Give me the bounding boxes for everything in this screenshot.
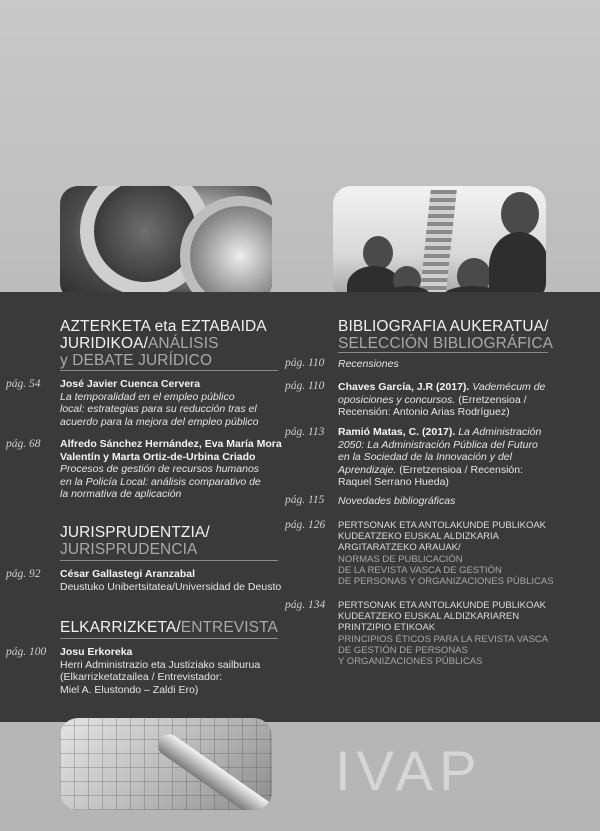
list-item[interactable]: Josu Erkoreka Herri Administrazio eta Justiziako sailburua (Elkarrizketatzailea / Entrevistador: Miel A. Elustondo – Zaldi Ero) (60, 646, 261, 696)
divider (60, 638, 278, 639)
page-number: pág. 126 (285, 519, 326, 531)
list-item[interactable]: Recensiones (338, 358, 399, 370)
page-number: pág. 100 (6, 646, 47, 658)
list-item[interactable]: César Gallastegi Aranzabal Deustuko Unibertsitatea/Universidad de Deusto (60, 568, 282, 593)
list-item[interactable]: José Javier Cuenca Cervera La temporalidad en el empleo público local: estrategias para su reducción tras el acuerdo para la mejora del empleo público (60, 378, 259, 428)
list-item[interactable]: Novedades bibliográficas (338, 495, 456, 507)
divider (60, 370, 278, 371)
divider (60, 560, 278, 561)
page-number: pág. 110 (285, 357, 325, 369)
photo-coins (60, 186, 272, 301)
list-item[interactable]: Ramió Matas, C. (2017). La Administración 2050: La Administración Pública del Futuro en la Sociedad de la Innovación y del Aprendizaje. (Erretzensioa / Recensión: Raquel Serrano Hueda) (338, 426, 542, 488)
page-number: pág. 54 (6, 378, 41, 390)
section-heading-bibliography: BIBLIOGRAFIA AUKERATUA/ SELECCIÓN BIBLIOGRÁFICA (338, 318, 554, 352)
photo-people (333, 186, 546, 301)
section-heading-jurisprudence: JURISPRUDENTZIA/ JURISPRUDENCIA (60, 524, 210, 558)
section-heading-interview: ELKARRIZKETA/ENTREVISTA (60, 619, 278, 636)
divider (338, 352, 548, 353)
page-number: pág. 134 (285, 599, 326, 611)
page-number: pág. 110 (285, 380, 325, 392)
list-item[interactable]: PERTSONAK ETA ANTOLAKUNDE PUBLIKOAK KUDEATZEKO EUSKAL ALDIZKARIAREN PRINTZIPIO ETIKOAK PRINCIPIOS ÉTICOS PARA LA REVISTA VASCA DE GESTIÓN DE PERSONAS Y ORGANIZACIONES PÚBLICAS (338, 600, 549, 668)
list-item[interactable]: Alfredo Sánchez Hernández, Eva María Mora Valentín y Marta Ortiz-de-Urbina Criado Procesos de gestión de recursos humanos en la Policía Local: análisis comparativo de la normativa de aplicación (60, 438, 282, 500)
page-number: pág. 113 (285, 426, 325, 438)
list-item[interactable]: PERTSONAK ETA ANTOLAKUNDE PUBLIKOAK KUDEATZEKO EUSKAL ALDIZKARIA ARGITARATZEKO ARAUAK/ NORMAS DE PUBLICACIÓN DE LA REVISTA VASCA DE GESTIÓN DE PERSONAS Y ORGANIZACIONES PÚBLICAS (338, 520, 554, 588)
list-item[interactable]: Chaves García, J.R (2017). Vademécum de oposiciones y concursos. (Erretzensioa / Recensión: Antonio Arias Rodríguez) (338, 381, 546, 418)
page-number: pág. 92 (6, 568, 41, 580)
page-number: pág. 68 (6, 438, 41, 450)
section-heading-analysis: AZTERKETA eta EZTABAIDA JURIDIKOA/ANÁLISIS y DEBATE JURÍDICO (60, 318, 267, 369)
page-number: pág. 115 (285, 494, 325, 506)
photo-pen-chart (60, 718, 272, 810)
ivap-logo: IVAP (335, 739, 483, 802)
